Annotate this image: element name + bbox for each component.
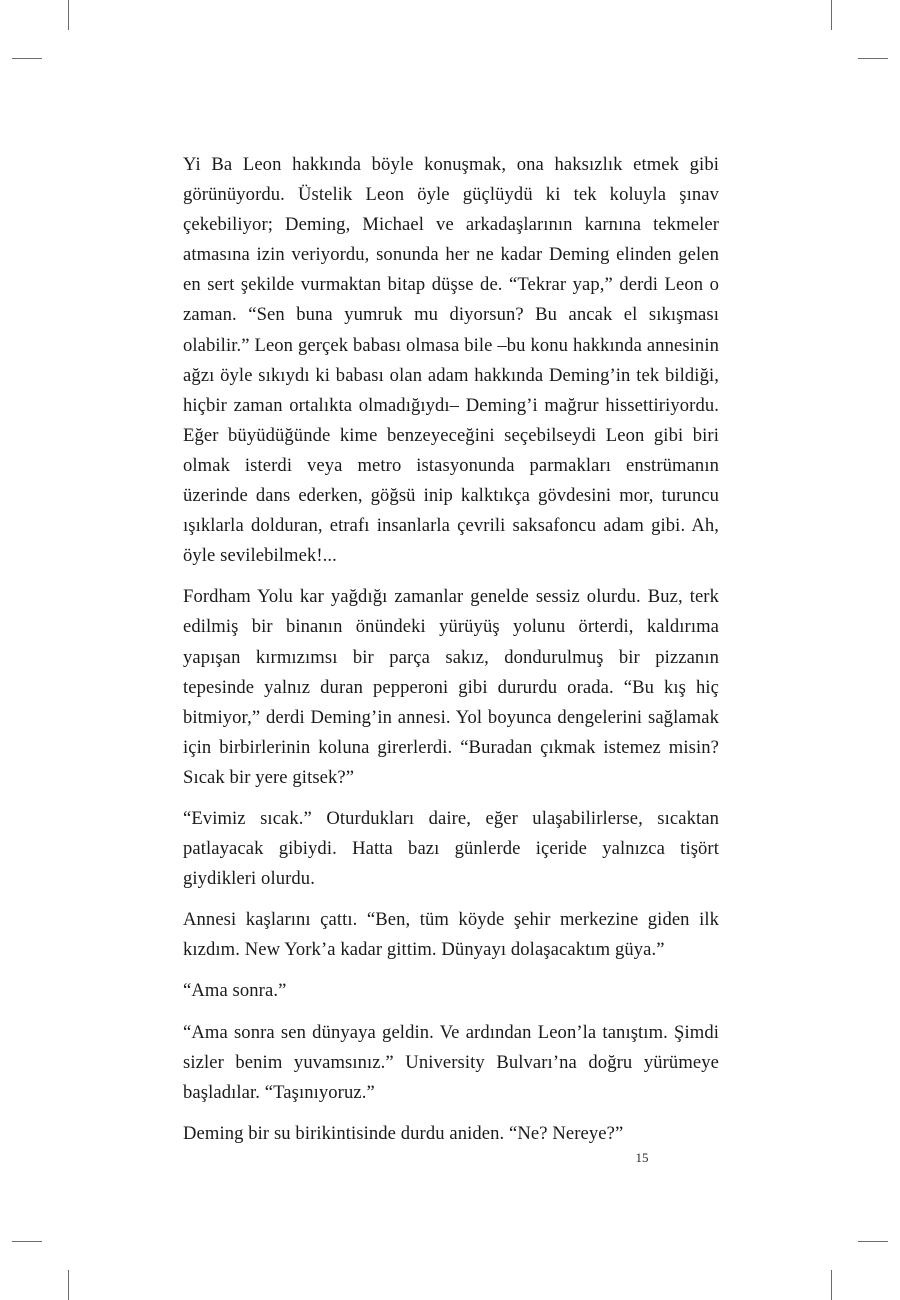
paragraph: “Ama sonra sen dünyaya geldin. Ve ardından Leon’la tanıştım. Şimdi sizler benim yuvamsınız.” University Bulvarı’na doğru yürümeye başladılar. “Taşınıyoruz.” bbox=[183, 1021, 719, 1103]
paragraph: “Ama sonra.” bbox=[183, 980, 287, 1002]
crop-mark-top-right-horizontal bbox=[858, 58, 888, 59]
page-number: 15 bbox=[635, 1150, 649, 1165]
paragraph: Yi Ba Leon hakkında böyle konuşmak, ona haksızlık etmek gibi görünüyordu. Üstelik Leon öyle güçlüydü ki tek koluyla şınav çekebiliyor; Deming, Michael ve arkadaşlarının karnına tekmeler atmasına izin veriyordu, sonunda her ne kadar Deming elinden gelen en sert şekilde vurmaktan bitap düşse de. “Tekrar yap,” derdi Leon o zaman. “Sen buna yumruk mu diyorsun? Bu ancak el sıkışması olabilir.” Leon gerçek babası olmasa bile –bu konu hakkında annesinin ağzı öyle sıkıydı ki babası olan adam hakkında Deming’in tek bildiği, hiçbir zaman ortalıkta olmadığıydı– Deming’i mağrur hissettiriyordu. Eğer büyüdüğünde kime benzeyeceğini seçebilseydi Leon gibi biri olmak isterdi veya metro istasyonunda parmakları enstrümanın üzerinde dans ederken, göğsü inip kalktıkça gövdesini mor, turuncu ışıklarla dolduran, etrafı insanlarla çevrili saksafoncu adam gibi. Ah, öyle sevilebilmek!... bbox=[183, 154, 719, 567]
crop-mark-bottom-left-horizontal bbox=[12, 1241, 42, 1242]
paragraph: Deming bir su birikintisinde durdu aniden. “Ne? Nereye?” bbox=[183, 1122, 624, 1144]
crop-mark-top-right-vertical bbox=[831, 0, 832, 30]
crop-mark-bottom-right-vertical bbox=[831, 1270, 832, 1300]
crop-mark-top-left-horizontal bbox=[12, 58, 42, 59]
crop-mark-bottom-right-horizontal bbox=[858, 1241, 888, 1242]
body-text bbox=[183, 150, 719, 1160]
crop-mark-bottom-left-vertical bbox=[68, 1270, 69, 1300]
paragraph: Fordham Yolu kar yağdığı zamanlar genelde sessiz olurdu. Buz, terk edilmiş bir binanın önündeki yürüyüş yolunu örterdi, kaldırıma yapışan kırmızımsı bir parça sakız, dondurulmuş bir pizzanın tepesinde yalnız duran pepperoni gibi dururdu orada. “Bu kış hiç bitmiyor,” derdi Deming’in annesi. Yol boyunca dengelerini sağlamak için birbirlerinin koluna girerlerdi. “Buradan çıkmak istemez misin? Sıcak bir yere gitsek?” bbox=[183, 586, 719, 788]
paragraph: Annesi kaşlarını çattı. “Ben, tüm köyde şehir merkezine giden ilk kızdım. New York’a kadar gittim. Dünyayı dolaşacaktım güya.” bbox=[183, 909, 719, 961]
paragraph: “Evimiz sıcak.” Oturdukları daire, eğer ulaşabilirlerse, sıcaktan patlayacak gibiydi. Hatta bazı günlerde içeride yalnızca tişört giydikleri olurdu. bbox=[183, 807, 719, 890]
crop-mark-top-left-vertical bbox=[68, 0, 69, 30]
